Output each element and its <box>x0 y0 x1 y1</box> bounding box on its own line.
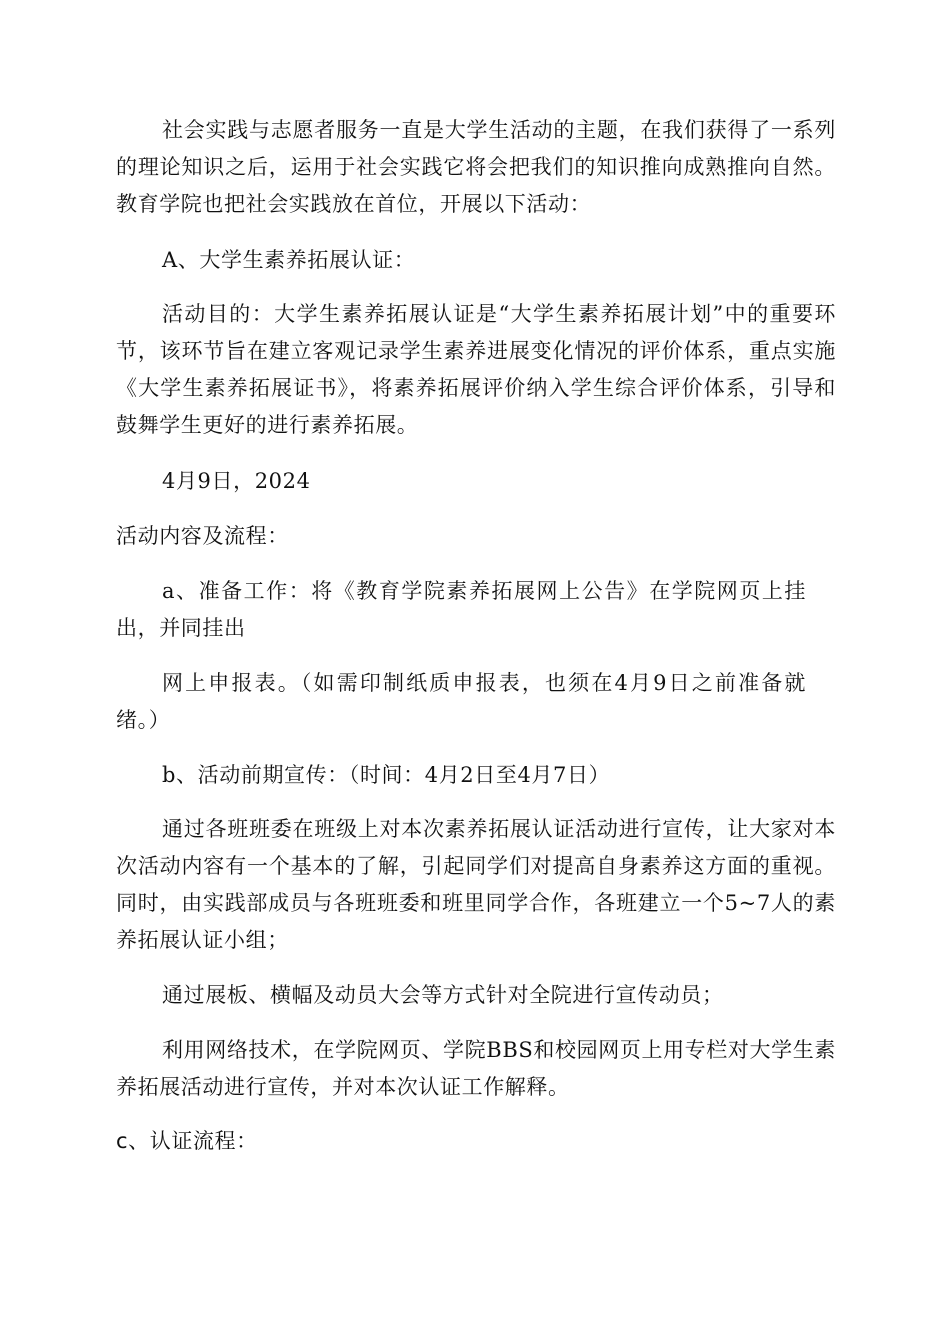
publicity-heading: b、活动前期宣传：（时间：4月2日至4月7日） <box>162 763 611 787</box>
date-line: 4月9日，2024 <box>162 469 311 493</box>
online-form-paragraph: 网上申报表。（如需印制纸质申报表，也须在4月9日之前准备就绪。） <box>116 671 806 732</box>
display-board-paragraph: 通过展板、横幅及动员大会等方式针对全院进行宣传动员； <box>162 983 724 1007</box>
activity-purpose-paragraph: 活动目的：大学生素养拓展认证是“大学生素养拓展计划”中的重要环节，该环节旨在建立客观记录学生素养进展变化情况的评价体系，重点实施《大学生素养拓展证书》，将素养拓展评价纳入学生综合评价体系，引导和鼓舞学生更好的进行素养拓展。 <box>116 302 836 437</box>
class-committee-paragraph: 通过各班班委在班级上对本次素养拓展认证活动进行宣传，让大家对本次活动内容有一个基本的了解，引起同学们对提高自身素养这方面的重视。同时，由实践部成员与各班班委和班里同学合作，各班建立一个5~7人的素养拓展认证小组； <box>116 817 836 952</box>
network-publicity-paragraph: 利用网络技术，在学院网页、学院BBS和校园网页上用专栏对大学生素养拓展活动进行宣传，并对本次认证工作解释。 <box>116 1038 836 1099</box>
section-a-heading: A、大学生素养拓展认证： <box>162 248 416 272</box>
intro-paragraph: 社会实践与志愿者服务一直是大学生活动的主题，在我们获得了一系列的理论知识之后，运用于社会实践它将会把我们的知识推向成熟推向自然。教育学院也把社会实践放在首位，开展以下活动： <box>116 118 836 216</box>
certification-process-heading: c、认证流程： <box>116 1129 258 1153</box>
activity-content-heading: 活动内容及流程： <box>116 524 289 548</box>
preparation-paragraph: a、准备工作：将《教育学院素养拓展网上公告》在学院网页上挂出，并同挂出 <box>116 579 806 640</box>
